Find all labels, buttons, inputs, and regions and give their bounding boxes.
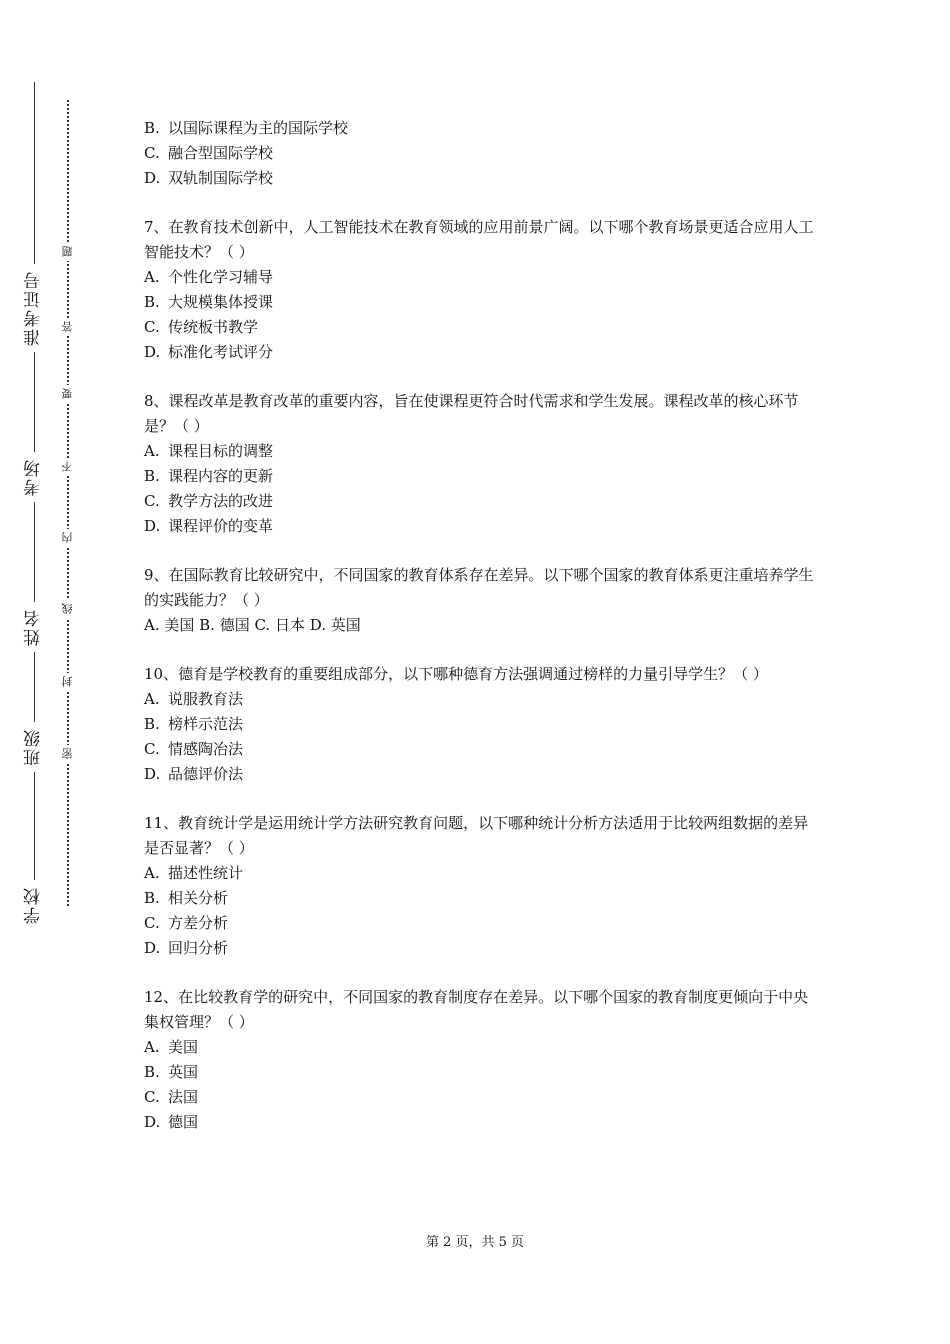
inline-options: A. 美国 B. 德国 C. 日本 D. 英国 <box>144 616 361 634</box>
seal-char: 要 <box>59 385 77 403</box>
question-stem: 12、在比较教育学的研究中，不同国家的教育制度存在差异。以下哪个国家的教育制度更倾向于中央集权管理？（ ） <box>144 988 809 1031</box>
option: C. 传统板书教学 <box>144 318 259 336</box>
seal-char: 封 <box>59 673 77 691</box>
binding-margin <box>0 0 110 1344</box>
seal-char: 题 <box>59 243 77 261</box>
school-field <box>14 772 54 930</box>
seal-dotted-line <box>67 100 69 906</box>
name-field <box>14 502 54 652</box>
option: B. 相关分析 <box>144 889 229 907</box>
question-stem: 11、教育统计学是运用统计学方法研究教育问题，以下哪种统计分析方法适用于比较两组数据的差异是否显著？（ ） <box>144 814 809 857</box>
option: B. 以国际课程为主的国际学校 <box>144 119 349 137</box>
option: A. 课程目标的调整 <box>144 442 274 460</box>
class-label: 班级 <box>23 728 44 766</box>
question-stem: 7、在教育技术创新中，人工智能技术在教育领域的应用前景广阔。以下哪个教育场景更适合应用人工智能技术？（ ） <box>144 218 814 261</box>
option: A. 说服教育法 <box>144 690 244 708</box>
seal-char: 不 <box>59 458 77 476</box>
exam-room-label: 考场 <box>23 458 44 496</box>
exam-id-field <box>14 82 54 352</box>
exam-room-field <box>14 352 54 502</box>
question-8 <box>144 389 814 539</box>
name-label: 姓名 <box>23 608 44 646</box>
option: C. 法国 <box>144 1088 199 1106</box>
seal-char: 答 <box>59 318 77 336</box>
seal-char: 线 <box>59 600 77 618</box>
school-label: 学校 <box>23 886 44 924</box>
option: B. 大规模集体授课 <box>144 293 274 311</box>
option: D. 德国 <box>144 1113 199 1131</box>
option: D. 双轨制国际学校 <box>144 169 274 187</box>
option: D. 标准化考试评分 <box>144 343 274 361</box>
option: C. 融合型国际学校 <box>144 144 274 162</box>
question-stem: 8、课程改革是教育改革的重要内容，旨在使课程更符合时代需求和学生发展。课程改革的核心环节是？（ ） <box>144 392 799 435</box>
continued-options <box>144 116 814 191</box>
class-field <box>14 652 54 772</box>
option: A. 描述性统计 <box>144 864 244 882</box>
option: A. 美国 <box>144 1038 199 1056</box>
page-number: 第 2 页，共 5 页 <box>425 1235 525 1250</box>
option: B. 课程内容的更新 <box>144 467 274 485</box>
option: B. 英国 <box>144 1063 199 1081</box>
option: D. 品德评价法 <box>144 765 244 783</box>
option: D. 回归分析 <box>144 939 229 957</box>
question-stem: 9、在国际教育比较研究中，不同国家的教育体系存在差异。以下哪个国家的教育体系更注重培养学生的实践能力？（ ） <box>144 566 814 609</box>
option: B. 榜样示范法 <box>144 715 244 733</box>
question-12 <box>144 985 814 1135</box>
option: C. 教学方法的改进 <box>144 492 274 510</box>
seal-char: 密 <box>59 745 77 763</box>
option: D. 课程评价的变革 <box>144 517 274 535</box>
question-stem: 10、德育是学校教育的重要组成部分，以下哪种德育方法强调通过榜样的力量引导学生？（ ） <box>144 665 768 683</box>
exam-id-label: 准考证号 <box>23 270 44 346</box>
question-10 <box>144 662 814 787</box>
option: C. 方差分析 <box>144 914 229 932</box>
question-11 <box>144 811 814 961</box>
question-9 <box>144 563 814 638</box>
seal-char: 内 <box>59 529 77 547</box>
option: A. 个性化学习辅导 <box>144 268 274 286</box>
question-content <box>144 116 814 1159</box>
option: C. 情感陶冶法 <box>144 740 244 758</box>
question-7 <box>144 215 814 365</box>
